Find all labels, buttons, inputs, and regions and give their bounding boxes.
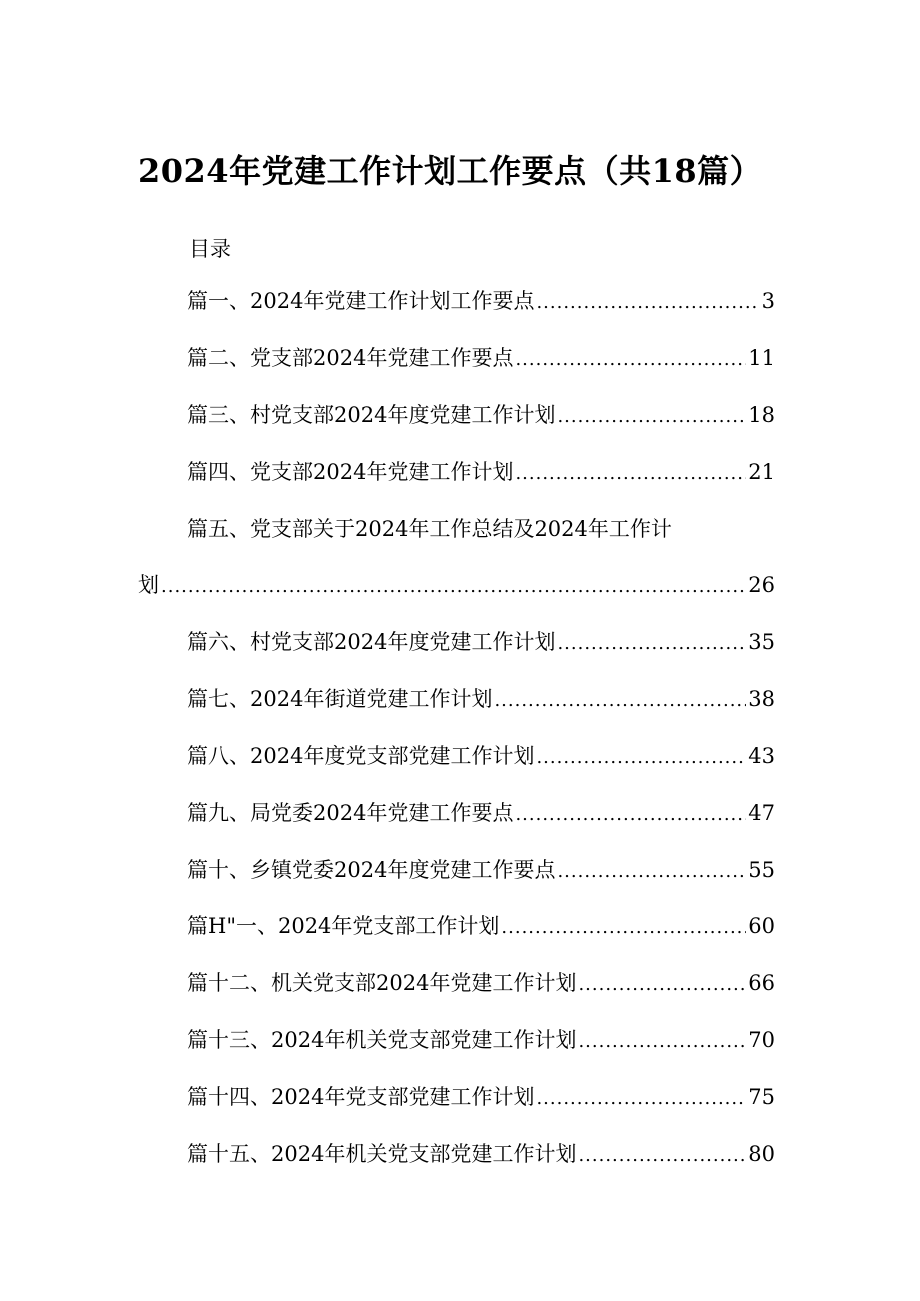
toc-page-number: 35 [748, 630, 775, 654]
toc-dot-leader [557, 402, 746, 432]
toc-page-number: 3 [761, 289, 775, 313]
toc-entry-2[interactable] [187, 343, 775, 373]
toc-entry-label: 篇九、局党委2024年党建工作要点 [187, 801, 514, 825]
toc-entry-1[interactable] [187, 286, 775, 316]
toc-page-number: 11 [748, 346, 775, 370]
toc-entry-10[interactable] [187, 855, 775, 885]
toc-heading: 目录 [189, 237, 231, 261]
toc-dot-leader [161, 572, 746, 602]
toc-page-number: 43 [748, 744, 775, 768]
toc-dot-leader [515, 459, 746, 489]
toc-dot-leader [578, 1141, 746, 1171]
toc-entry-label: 篇十二、机关党支部2024年党建工作计划 [187, 971, 577, 995]
toc-dot-leader [536, 743, 746, 773]
toc-page-number: 80 [748, 1142, 775, 1166]
toc-page-number: 60 [748, 914, 775, 938]
toc-dot-leader [515, 800, 746, 830]
toc-page-number: 75 [748, 1085, 775, 1109]
toc-dot-leader [515, 345, 746, 375]
toc-entry-label: 篇二、党支部2024年党建工作要点 [187, 346, 514, 370]
toc-entry-label: 篇四、党支部2024年党建工作计划 [187, 460, 514, 484]
toc-entry-label: 篇八、2024年度党支部党建工作计划 [187, 744, 535, 768]
toc-entry-label: 篇十、乡镇党委2024年度党建工作要点 [187, 858, 556, 882]
toc-dot-leader [578, 970, 746, 1000]
toc-entry-label: 篇十三、2024年机关党支部党建工作计划 [187, 1028, 577, 1052]
toc-page-number: 66 [748, 971, 775, 995]
toc-page-number: 70 [748, 1028, 775, 1052]
toc-entry-6[interactable] [187, 627, 775, 657]
toc-entry-label: 篇H"一、2024年党支部工作计划 [187, 914, 500, 938]
toc-entry-label: 篇十四、2024年党支部党建工作计划 [187, 1085, 535, 1109]
toc-dot-leader [501, 913, 746, 943]
toc-entry-label-line1: 篇五、党支部关于2024年工作总结及2024年工作计 [187, 517, 672, 541]
toc-page-number: 47 [748, 801, 775, 825]
toc-page-number: 38 [748, 687, 775, 711]
toc-dot-leader [557, 857, 746, 887]
toc-entry-11[interactable] [187, 911, 775, 941]
toc-entry-3[interactable] [187, 400, 775, 430]
toc-entry-line2 [138, 570, 775, 602]
toc-entry-13[interactable] [187, 1025, 775, 1055]
toc-entry-12[interactable] [187, 968, 775, 998]
toc-entry-9[interactable] [187, 798, 775, 828]
toc-entry-4[interactable] [187, 457, 775, 487]
toc-entry-label-line2: 划 [138, 573, 159, 597]
toc-page-number: 26 [748, 573, 775, 597]
toc-dot-leader [578, 1027, 746, 1057]
toc-entry-8[interactable] [187, 741, 775, 771]
toc-entry-label: 篇十五、2024年机关党支部党建工作计划 [187, 1142, 577, 1166]
toc-dot-leader [536, 1084, 746, 1114]
toc-entry-label: 篇一、2024年党建工作计划工作要点 [187, 289, 535, 313]
toc-page-number: 21 [748, 460, 775, 484]
toc-dot-leader [494, 686, 746, 716]
toc-page-number: 18 [748, 403, 775, 427]
toc-dot-leader [536, 288, 759, 318]
toc-entry-7[interactable] [187, 684, 775, 714]
toc-page-number: 55 [748, 858, 775, 882]
toc-dot-leader [557, 629, 746, 659]
document-title: 2024年党建工作计划工作要点（共18篇） [138, 152, 763, 190]
toc-entry-label: 篇三、村党支部2024年度党建工作计划 [187, 403, 556, 427]
toc-entry-14[interactable] [187, 1082, 775, 1112]
toc-entry-label: 篇六、村党支部2024年度党建工作计划 [187, 630, 556, 654]
toc-entry-label: 篇七、2024年街道党建工作计划 [187, 687, 493, 711]
toc-entry-15[interactable] [187, 1139, 775, 1169]
